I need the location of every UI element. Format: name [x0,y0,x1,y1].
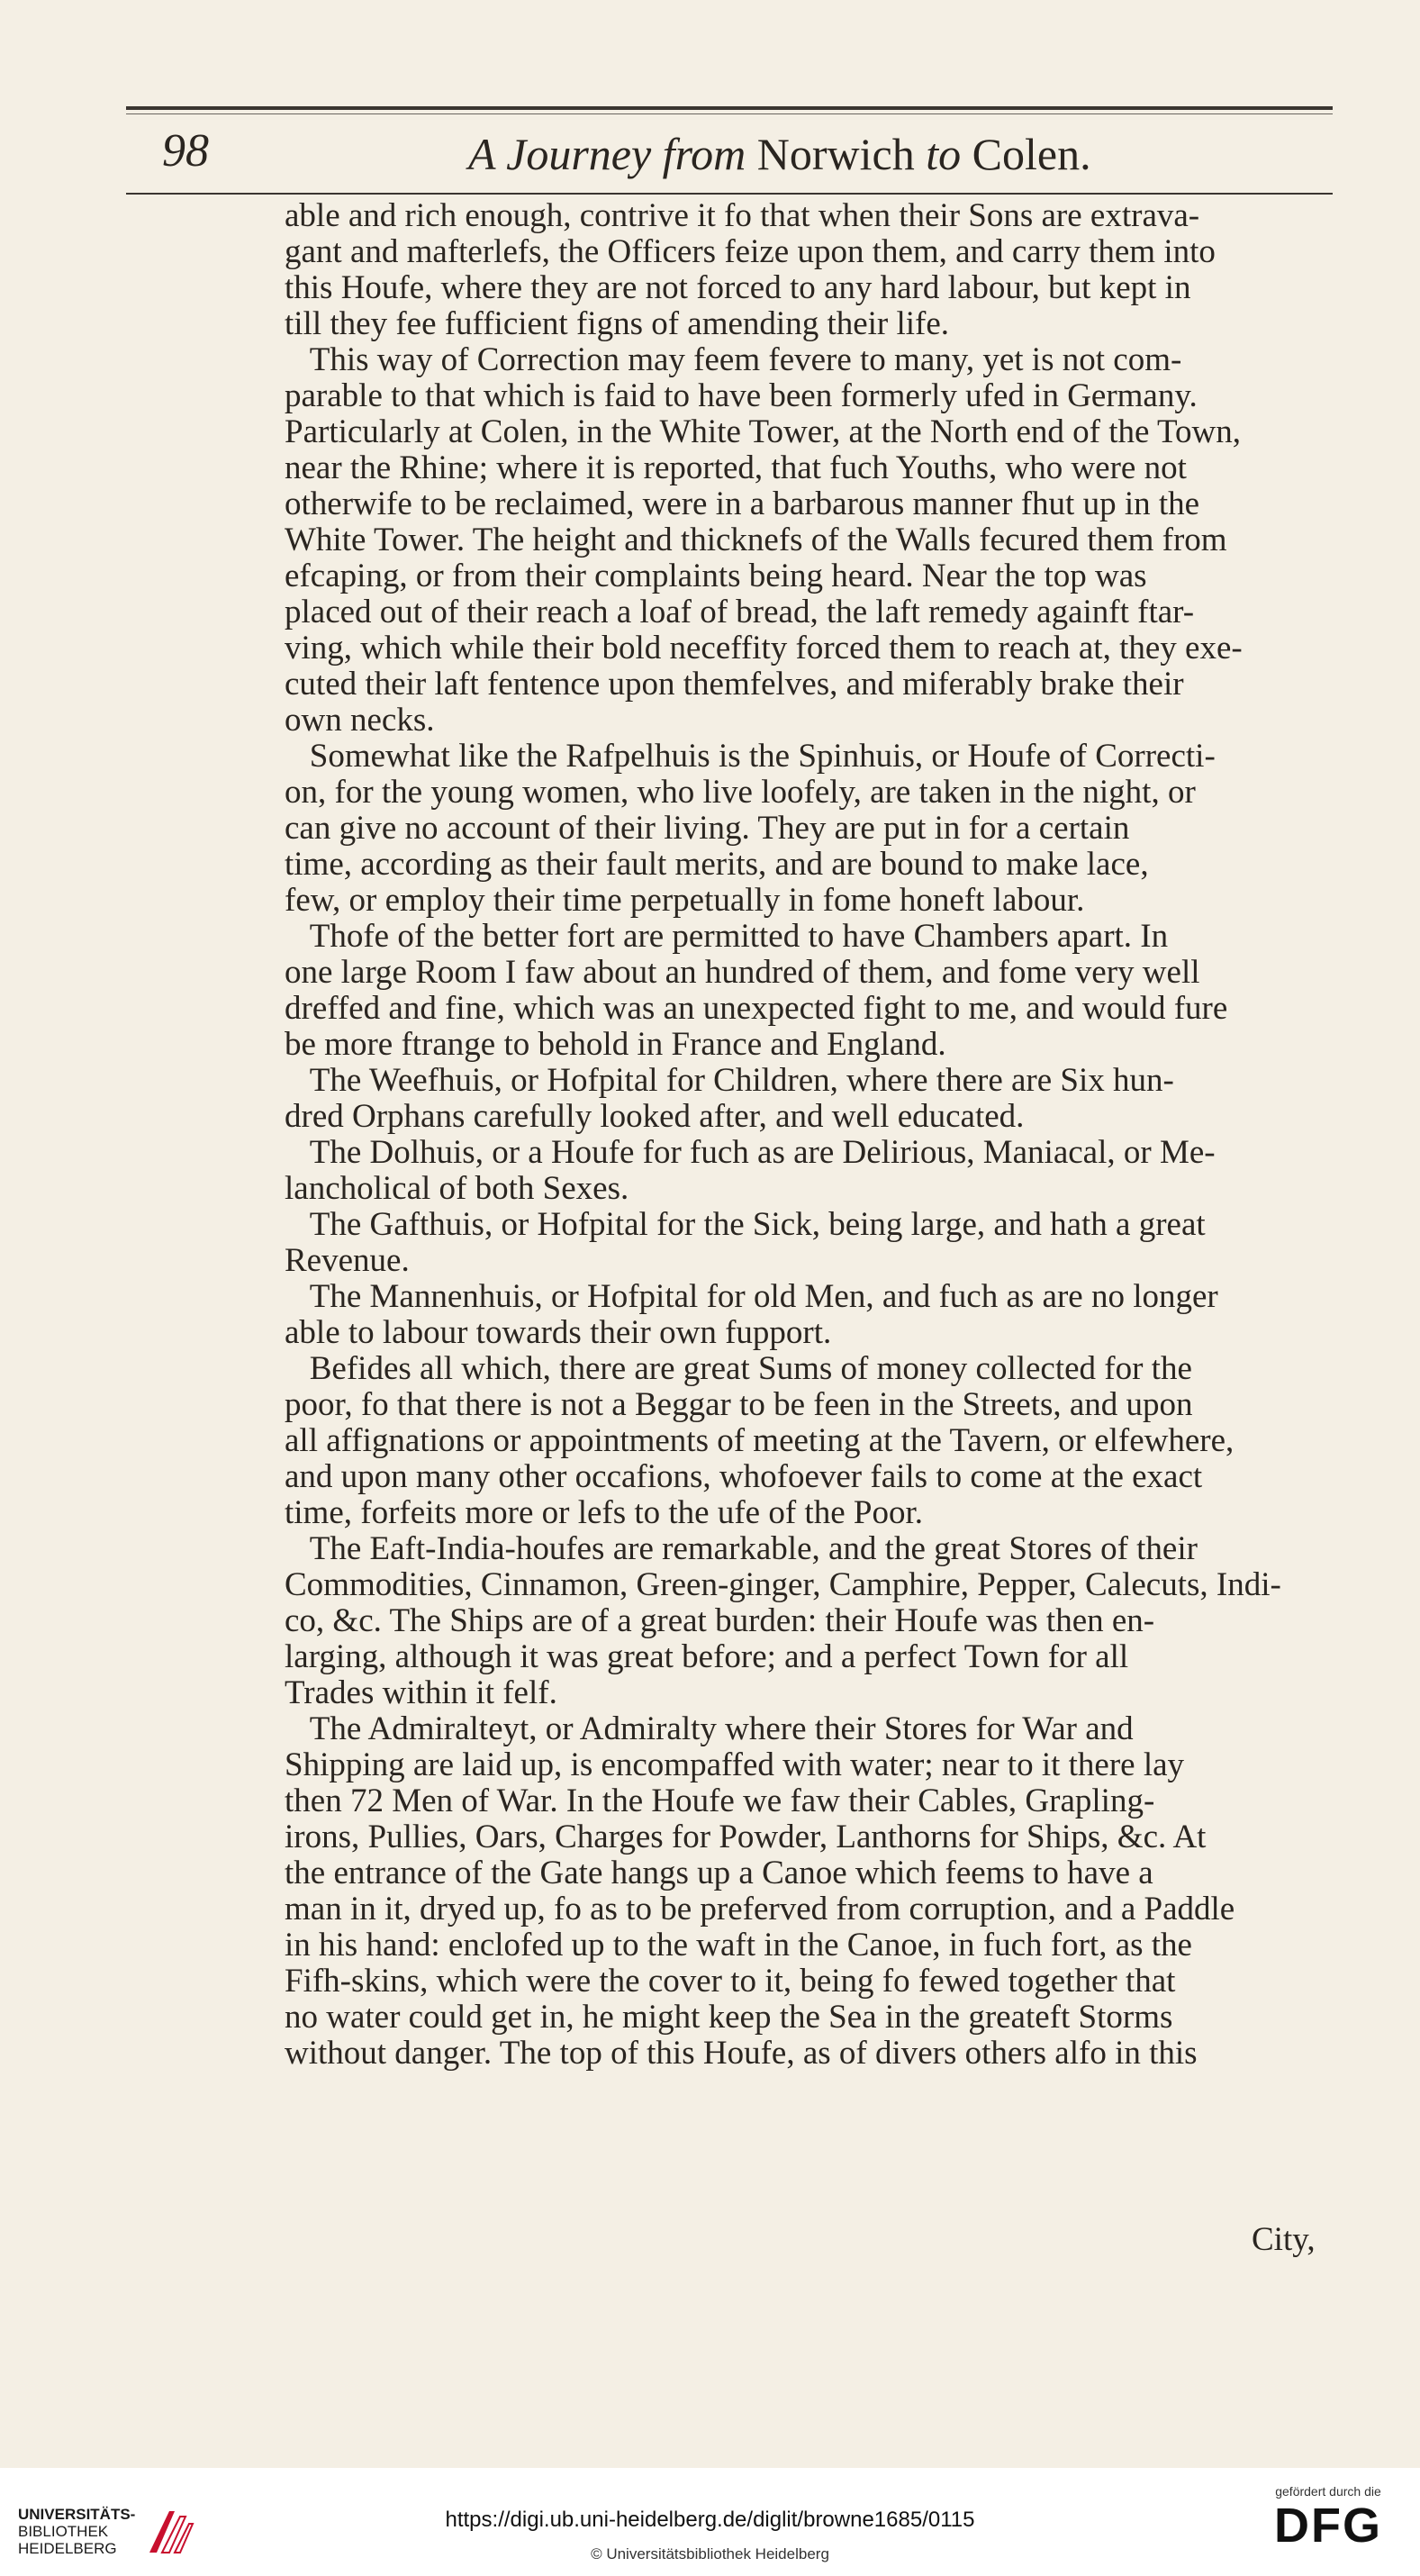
catchword: City, [1252,2221,1316,2258]
title-to: to [914,129,972,179]
title-city-colen: Colen. [972,129,1091,179]
logo-line-3: HEIDELBERG [18,2540,117,2557]
dfg-logo[interactable] [1252,2484,1405,2565]
title-start: A Journey from [468,129,757,179]
funder-note: gefördert durch die [1275,2484,1381,2499]
page-url-link[interactable]: https://digi.ub.uni-heidelberg.de/diglit/browne1685/0115 [445,2508,975,2532]
top-rule [126,106,1333,110]
logo-line-1: UNIVERSITÄTS- [18,2506,136,2523]
running-title [468,128,1091,180]
title-city-norwich: Norwich [756,129,915,179]
viewer-footer [0,2468,1420,2576]
copyright-notice: © Universitätsbibliothek Heidelberg [591,2545,829,2562]
logo-line-2: BIBLIOTHEK [18,2523,109,2540]
body-text: able and rich enough, contrive it fo that when their Sons are extrava- gant and mafterlefs, the Officers feize upon them, and carry them into this Houfe, where they are not forced to any hard labour, but kept in till they fee fufficient figns of amending their life. This way of Correction may feem fevere to many, yet is not com- parable to that which is faid to have been formerly ufed in Germany. Particularly at Colen, in the White Tower, at the North end of the Town, near the Rhine; where it is reported, that fuch Youths, who were not otherwife to be reclaimed, were in a barbarous manner fhut up in the White Tower. The height and thicknefs of the Walls fecured them from efcaping, or from their complaints being heard. Near the top was placed out of their reach a loaf of bread, the laft remedy againft ftar- ving, which while their bold neceffity forced them to reach at, they exe- cuted their laft fentence upon themfelves, and miferably brake their own necks. Somewhat like the Rafpelhuis is the Spinhuis, or Houfe of Correcti- on, for the young women, who live loofely, are taken in the night, or can give no account of their living. They are put in for a certain time, according as their fault merits, and are bound to make lace, few, or employ their time perpetually in fome honeft labour. Thofe of the better fort are permitted to have Chambers apart. In one large Room I faw about an hundred of them, and fome very well dreffed and fine, which was an unexpected fight to me, and would fure be more ftrange to behold in France and England. The Weefhuis, or Hofpital for Children, where there are Six hun- dred Orphans carefully looked after, and well educated. The Dolhuis, or a Houfe for fuch as are Delirious, Maniacal, or Me- lancholical of both Sexes. The Gafthuis, or Hofpital for the Sick, being large, and hath a great Revenue. The Mannenhuis, or Hofpital for old Men, and fuch as are no longer able to labour towards their own fupport. Befides all which, there are great Sums of money collected for the poor, fo that there is not a Beggar to be feen in the Streets, and upon all affignations or appointments of meeting at the Tavern, or elfewhere, and upon many other occafions, whofoever fails to come at the exact time, forfeits more or lefs to the ufe of the Poor. The Eaft-India-houfes are remarkable, and the great Stores of their Commodities, Cinnamon, Green-ginger, Camphire, Pepper, Calecuts, Indi- co, &c. The Ships are of a great burden: their Houfe was then en- larging, although it was great before; and a perfect Town for all Trades within it felf. The Admiralteyt, or Admiralty where their Stores for War and Shipping are laid up, is encompaffed with water; near to it there lay then 72 Men of War. In the Houfe we faw their Cables, Grapling- irons, Pullies, Oars, Charges for Powder, Lanthorns for Ships, &c. At the entrance of the Gate hangs up a Canoe which feems to have a man in it, dryed up, fo as to be preferved from corruption, and a Paddle in his hand: enclofed up to the waft in the Canoe, in fuch fort, as the Fifh-skins, which were the cover to it, being fo fewed together that no water could get in, he might keep the Sea in the greateft Storms without danger. The top of this Houfe, as of divers others alfo in this [285,197,1281,2072]
header-rule [126,193,1333,195]
top-rule-thin [126,113,1333,114]
funder-name: DFG [1274,2499,1382,2553]
running-header [126,115,1333,187]
page-number: 98 [162,125,209,177]
